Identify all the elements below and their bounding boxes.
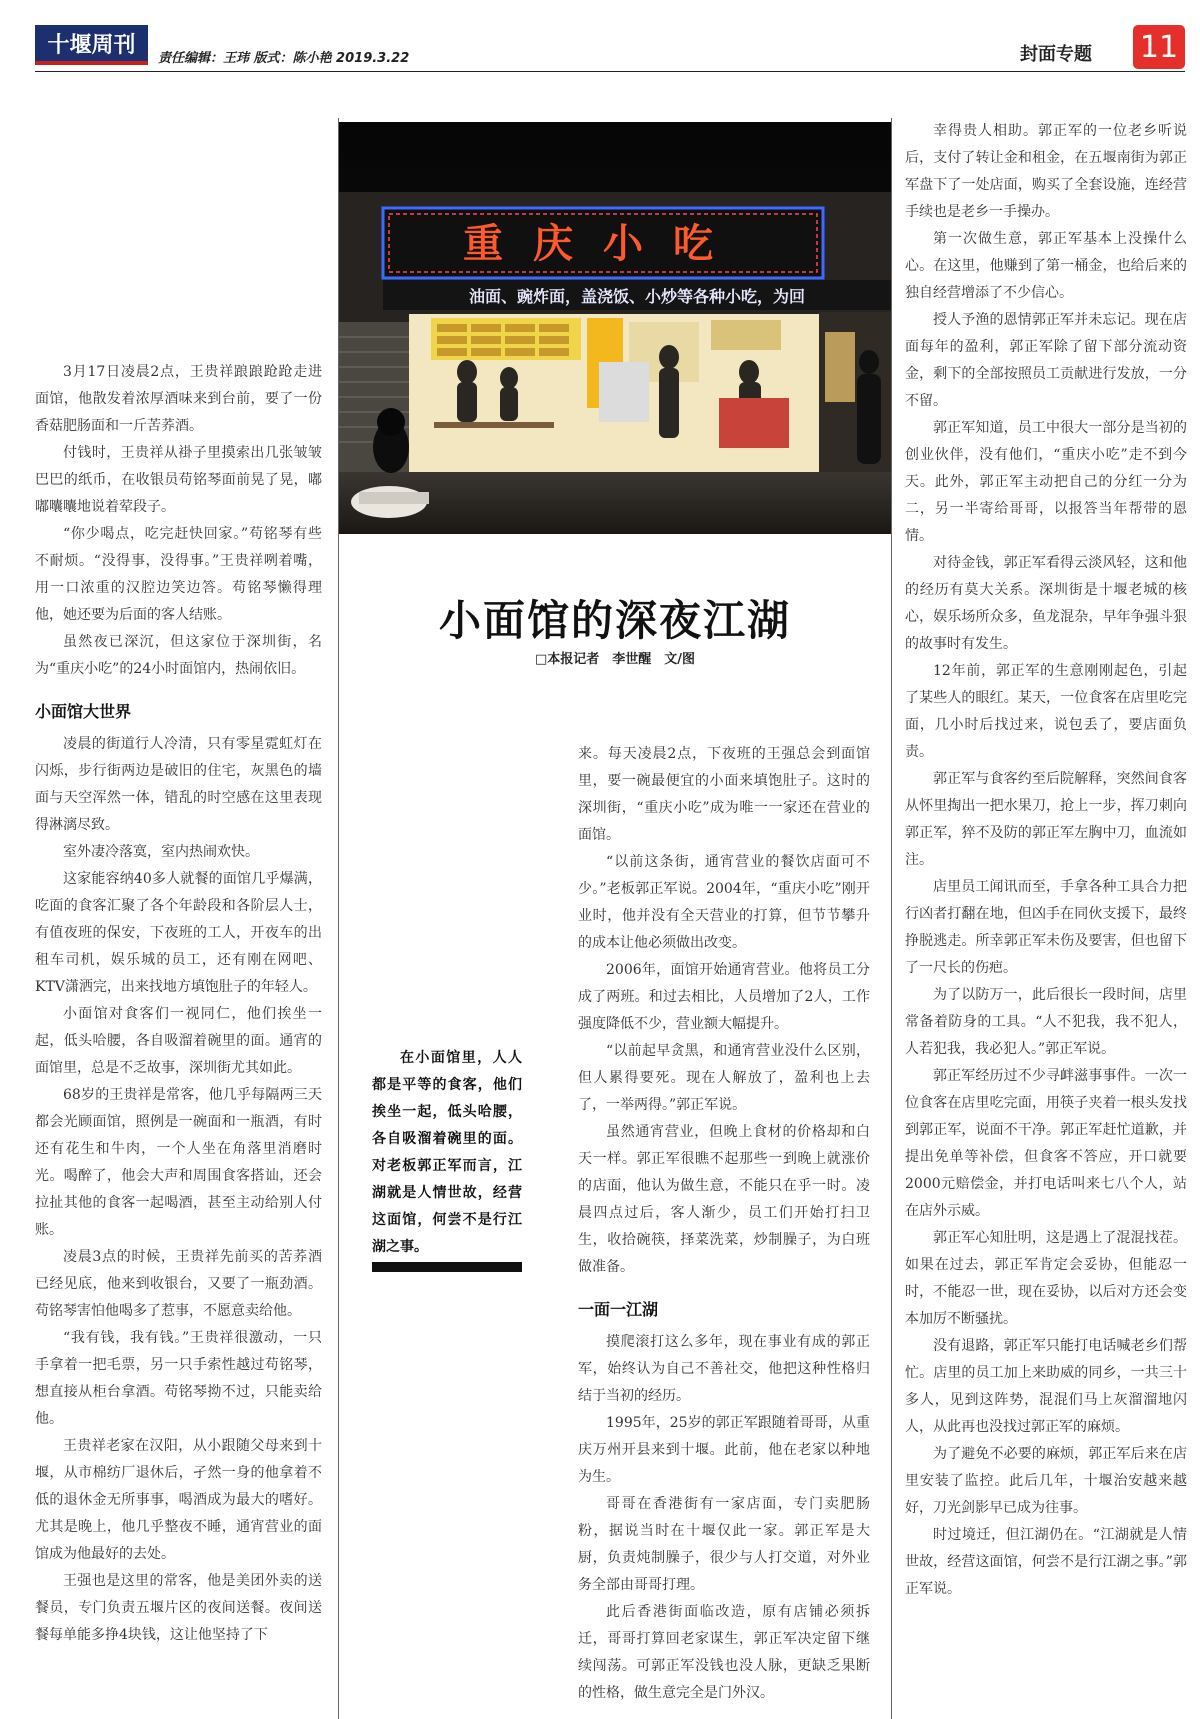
paragraph: 3月17日凌晨2点，王贵祥踉踉跄跄走进面馆，他散发着浓厚酒味来到台前，要了一份香菇肥肠面和一斤苦荞酒。: [35, 364, 322, 434]
paragraph: 授人予渔的恩情郭正军并未忘记。现在店面每年的盈利，郭正军除了留下部分流动资金，剩下的全部按照员工贡献进行发放，一分不留。: [905, 312, 1187, 409]
paragraph: 没有退路，郭正军只能打电话喊老乡们帮忙。店里的员工加上来助威的同乡，一共三十多人，见到这阵势，混混们马上灰溜溜地闪人，从此再也没找过郭正军的麻烦。: [905, 1338, 1187, 1435]
article-byline: □本报记者 李世醒 文/图: [534, 652, 696, 667]
paragraph: “我有钱，我有钱。”王贵祥很激动，一只手拿着一把毛票，另一只手索性越过苟铭琴，想直接从柜台拿酒。苟铭琴拗不过，只能卖给他。: [35, 1330, 322, 1427]
paragraph: 虽然通宵营业，但晚上食材的价格却和白天一样。郭正军很瞧不起那些一到晚上就涨价的店面，他认为做生意，不能只在乎一时。凌晨四点过后，客人渐少，员工们开始打扫卫生，收拾碗筷，择菜洗菜，炒制臊子，为白班做准备。: [578, 1124, 870, 1275]
pull-quote-bar: [372, 1262, 522, 1272]
paragraph: 68岁的王贵祥是常客，他几乎每隔两三天都会光顾面馆，照例是一碗面和一瓶酒，有时还有花生和牛肉，一个人坐在角落里消磨时光。喝醉了，他会大声和周围食客搭讪，还会拉扯其他的食客一起喝酒，甚至主动给别人付账。: [35, 1087, 322, 1238]
pull-quote-text: 在小面馆里，人人都是平等的食客，他们挨坐一起，低头哈腰，各自吸溜着碗里的面。对老板郭正军而言，江湖就是人情世故，经营这面馆，何尝不是行江湖之事。: [372, 1050, 522, 1255]
paragraph: “你少喝点，吃完赶快回家。”苟铭琴有些不耐烦。“没得事，没得事。”王贵祥咧着嘴，用一口浓重的汉腔边笑边答。苟铭琴懒得理他，她还要为后面的客人结账。: [35, 526, 322, 623]
paragraph: 郭正军知道，员工中很大一部分是当初的创业伙伴，没有他们，“重庆小吃”走不到今天。此外，郭正军主动把自己的分红一分为二，另一半寄给哥哥，以报答当年帮带的恩情。: [905, 420, 1187, 544]
paragraph: 幸得贵人相助。郭正军的一位老乡听说后，支付了转让金和租金，在五堰南街为郭正军盘下了一处店面，购买了全套设施，连经营手续也是老乡一手操办。: [905, 123, 1187, 220]
section-label: 封面专题: [1020, 44, 1092, 65]
paragraph: 这家能容纳40多人就餐的面馆几乎爆满，吃面的食客汇聚了各个年龄段和各阶层人士，有值夜班的保安，下夜班的工人，开夜车的出租车司机，娱乐城的员工，还有刚在网吧、KTV潇洒完，出来找地方填饱肚子的年轻人。: [35, 871, 322, 995]
paragraph: 店里员工闻讯而至，手拿各种工具合力把行凶者打翻在地，但凶手在同伙支援下，最终挣脱逃走。所幸郭正军未伤及要害，但也留下了一尺长的伤疤。: [905, 879, 1187, 976]
paragraph: 王贵祥老家在汉阳，从小跟随父母来到十堰，从市棉纺厂退休后，孑然一身的他拿着不低的退休金无所事事，喝酒成为最大的嗜好。尤其是晚上，他几乎整夜不睡，通宵营业的面馆成为他最好的去处。: [35, 1438, 322, 1562]
paragraph: 摸爬滚打这么多年，现在事业有成的郭正军，始终认为自己不善社交，他把这种性格归结于当初的经历。: [578, 1334, 870, 1404]
column-rule: [891, 118, 892, 1719]
paragraph: 第一次做生意，郭正军基本上没操什么心。在这里，他赚到了第一桶金，也给后来的独自经营增添了不少信心。: [905, 231, 1187, 301]
paragraph: 凌晨的街道行人冷清，只有零星霓虹灯在闪烁，步行街两边是破旧的住宅，灰黑色的墙面与天空浑然一体，错乱的时空感在这里表现得淋漓尽致。: [35, 736, 322, 833]
paragraph: 12年前，郭正军的生意刚刚起色，引起了某些人的眼红。某天，一位食客在店里吃完面，几小时后找过来，说包丢了，要店面负责。: [905, 663, 1187, 760]
paragraph: “以前这条街，通宵营业的餐饮店面可不少。”老板郭正军说。2004年，“重庆小吃”刚开业时，他并没有全天营业的打算，但节节攀升的成本让他必须做出改变。: [578, 854, 870, 951]
paragraph: 王强也是这里的常客，他是美团外卖的送餐员，专门负责五堰片区的夜间送餐。夜间送餐每单能多挣4块钱，这让他坚持了下: [35, 1573, 322, 1643]
sign-sub-text: 油面、豌炸面，盖浇饭、小炒等各种小吃，为回: [468, 287, 806, 306]
paragraph: 对待金钱，郭正军看得云淡风轻，这和他的经历有莫大关系。深圳街是十堰老城的核心，娱乐场所众多，鱼龙混杂，早年争强斗狠的故事时有发生。: [905, 555, 1187, 652]
storefront-illustration: [339, 122, 891, 534]
paragraph: 1995年，25岁的郭正军跟随着哥哥，从重庆万州开县来到十堰。此前，他在老家以种地为生。: [578, 1415, 870, 1485]
paragraph: 郭正军心知肚明，这是遇上了混混找茬。如果在过去，郭正军肯定会妥协，但能忍一时，不能忍一世，现在妥协，以后对方还会变本加厉不断骚扰。: [905, 1230, 1187, 1327]
sign-main-text: 重庆小吃: [463, 221, 743, 267]
paragraph: 郭正军经历过不少寻衅滋事事件。一次一位食客在店里吃完面，用筷子夹着一根头发找到郭正军，说面不干净。郭正军赶忙道歉，并提出免单等补偿，但食客不答应，开口就要2000元赔偿金，并打电话叫来七八个人，站在店外示威。: [905, 1068, 1187, 1219]
editor-meta: 责任编辑：王玮 版式：陈小艳 2019.3.22: [158, 51, 410, 66]
masthead-logo: 十堰周刊: [35, 25, 148, 65]
column-4: [905, 118, 1187, 1598]
pull-quote: [372, 1045, 522, 1261]
paragraph: 室外凄冷落寞，室内热闹欢快。: [63, 844, 259, 860]
page-number: 11: [1133, 25, 1185, 69]
section-heading: 一面一江湖: [578, 1300, 659, 1319]
paragraph: 付钱时，王贵祥从褂子里摸索出几张皱皱巴巴的纸币，在收银员苟铭琴面前晃了晃，嘟嘟囔囔地说着荤段子。: [35, 445, 322, 515]
paragraph: 为了以防万一，此后很长一段时间，店里常备着防身的工具。“人不犯我，我不犯人，人若犯我，我必犯人。”郭正军说。: [905, 987, 1187, 1057]
column-3: [578, 741, 870, 1719]
storefront-photo: [339, 122, 891, 534]
article-title: 小面馆的深夜江湖: [438, 596, 791, 645]
paragraph: 为了避免不必要的麻烦，郭正军后来在店里安装了监控。此后几年，十堰治安越来越好，刀光剑影早已成为往事。: [905, 1446, 1187, 1516]
header-rule: [35, 71, 1185, 72]
paragraph: 凌晨3点的时候，王贵祥先前买的苦荞酒已经见底，他来到收银台，又要了一瓶劲酒。苟铭琴害怕他喝多了惹事，不愿意卖给他。: [35, 1249, 322, 1319]
column-1: [35, 359, 322, 1719]
paragraph: 此后香港街面临改造，原有店铺必须拆迁，哥哥打算回老家谋生，郭正军决定留下继续闯荡。可郭正军没钱也没人脉，更缺乏果断的性格，做生意完全是门外汉。: [578, 1604, 870, 1701]
paragraph: 虽然夜已深沉，但这家位于深圳街，名为“重庆小吃”的24小时面馆内，热闹依旧。: [35, 634, 322, 677]
paragraph: 2006年，面馆开始通宵营业。他将员工分成了两班。和过去相比，人员增加了2人，工作强度降低不少，营业额大幅提升。: [578, 962, 870, 1032]
paragraph: “以前起早贪黑，和通宵营业没什么区别，但人累得要死。现在人解放了，盈利也上去了，一举两得。”郭正军说。: [578, 1043, 870, 1113]
section-heading: 小面馆大世界: [35, 702, 132, 721]
paragraph: 哥哥在香港街有一家店面，专门卖肥肠粉，据说当时在十堰仅此一家。郭正军是大厨，负责炖制臊子，很少与人打交道，对外业务全部由哥哥打理。: [578, 1496, 870, 1593]
paragraph: 小面馆对食客们一视同仁，他们挨坐一起，低头哈腰，各自吸溜着碗里的面。通宵的面馆里，总是不乏故事，深圳街尤其如此。: [35, 1006, 322, 1076]
paragraph: 时过境迁，但江湖仍在。“江湖就是人情世故，经营这面馆，何尝不是行江湖之事。”郭正军说。: [905, 1527, 1187, 1597]
paragraph: 郭正军与食客约至后院解释，突然间食客从怀里掏出一把水果刀，抢上一步，挥刀刺向郭正军，猝不及防的郭正军左胸中刀，血流如注。: [905, 771, 1187, 868]
paragraph: 来。每天凌晨2点，下夜班的王强总会到面馆里，要一碗最便宜的小面来填饱肚子。这时的深圳街，“重庆小吃”成为唯一一家还在营业的面馆。: [578, 746, 870, 843]
